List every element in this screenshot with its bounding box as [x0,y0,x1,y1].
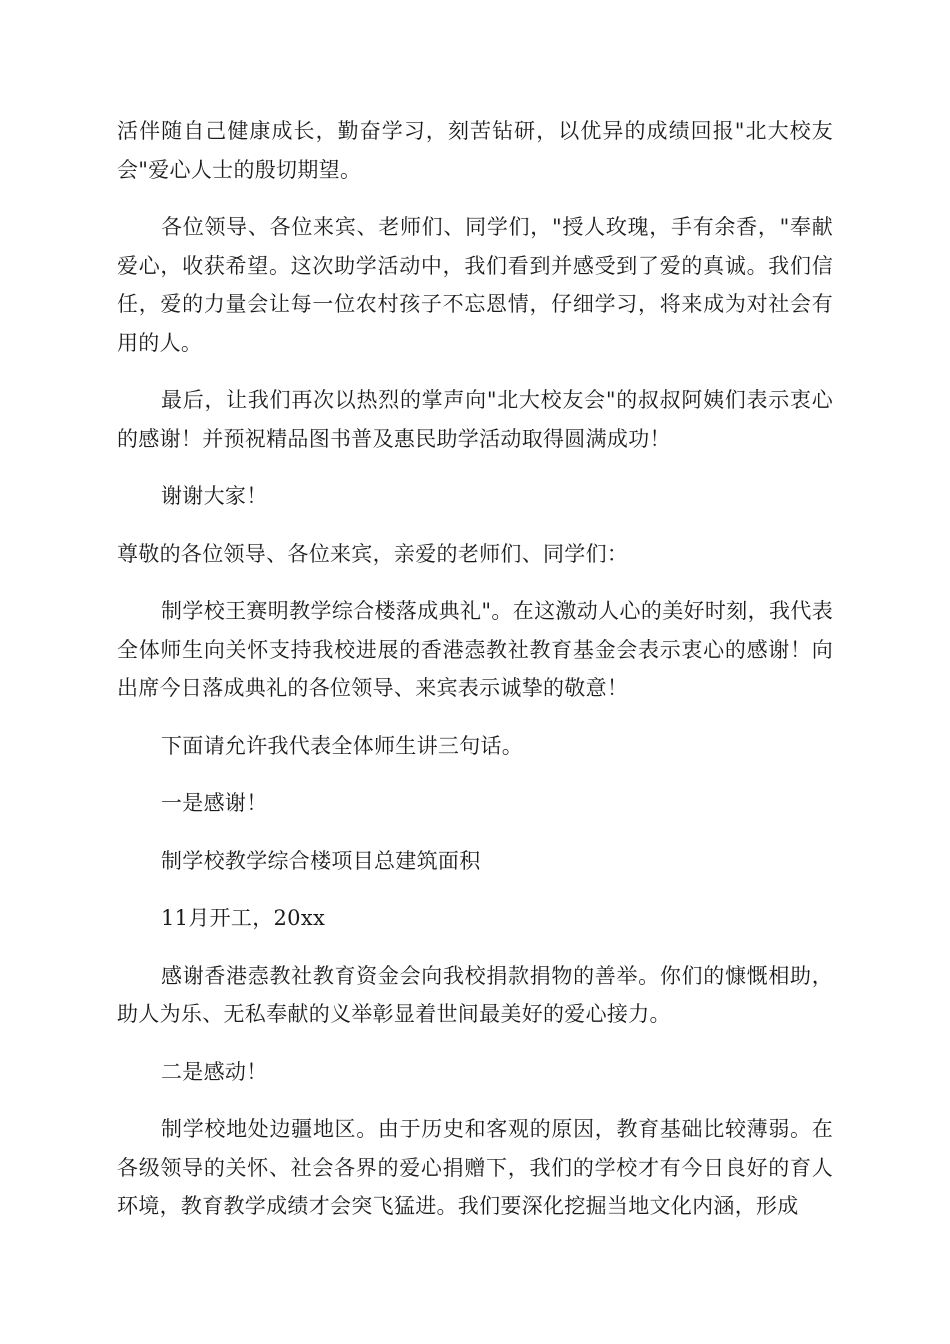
paragraph-12: 二是感动！ [161,1059,268,1084]
paragraph-4: 谢谢大家！ [161,484,268,508]
paragraph-5: 尊敬的各位领导、各位来宾，亲爱的老师们、同学们： [117,541,629,566]
paragraph-6: 制学校王赛明教学综合楼落成典礼"。在这激动人心的美好时刻，我代表全体师生向关怀支持我校进展的香港悫教社教育基金会表示衷心的感谢！向出席今日落成典礼的各位领导、来宾表示诚挚的敬意！ [117,599,833,700]
paragraph-10: 11月开工，20xx [161,906,326,930]
paragraph-1: 活伴随自己健康成长，勤奋学习，刻苦钻研，以优异的成绩回报"北大校友会"爱心人士的殷切期望。 [117,119,833,182]
paragraph-7: 下面请允许我代表全体师生讲三句话。 [161,733,524,758]
paragraph-13: 制学校地处边疆地区。由于历史和客观的原因，教育基础比较薄弱。在各级领导的关怀、社会各界的爱心捐赠下，我们的学校才有今日良好的育人环境，教育教学成绩才会突飞猛进。我们要深化挖掘当地文化内涵，形成 [117,1117,833,1218]
paragraph-8: 一是感谢！ [161,791,268,815]
paragraph-3: 最后，让我们再次以热烈的掌声向"北大校友会"的叔叔阿姨们表示衷心的感谢！并预祝精品图书普及惠民助学活动取得圆满成功！ [117,388,833,451]
document-body [117,112,833,1245]
paragraph-11: 感谢香港悫教社教育资金会向我校捐款捐物的善举。你们的慷慨相助，助人为乐、无私奉献的义举彰显着世间最美好的爱心接力。 [117,963,833,1026]
paragraph-2: 各位领导、各位来宾、老师们、同学们，"授人玫瑰，手有余香，"奉献爱心，收获希望。这次助学活动中，我们看到并感受到了爱的真诚。我们信任，爱的力量会让每一位农村孩子不忘恩情，仔细学习，将来成为对社会有用的人。 [117,215,833,355]
paragraph-9: 制学校教学综合楼项目总建筑面积 [161,848,481,873]
